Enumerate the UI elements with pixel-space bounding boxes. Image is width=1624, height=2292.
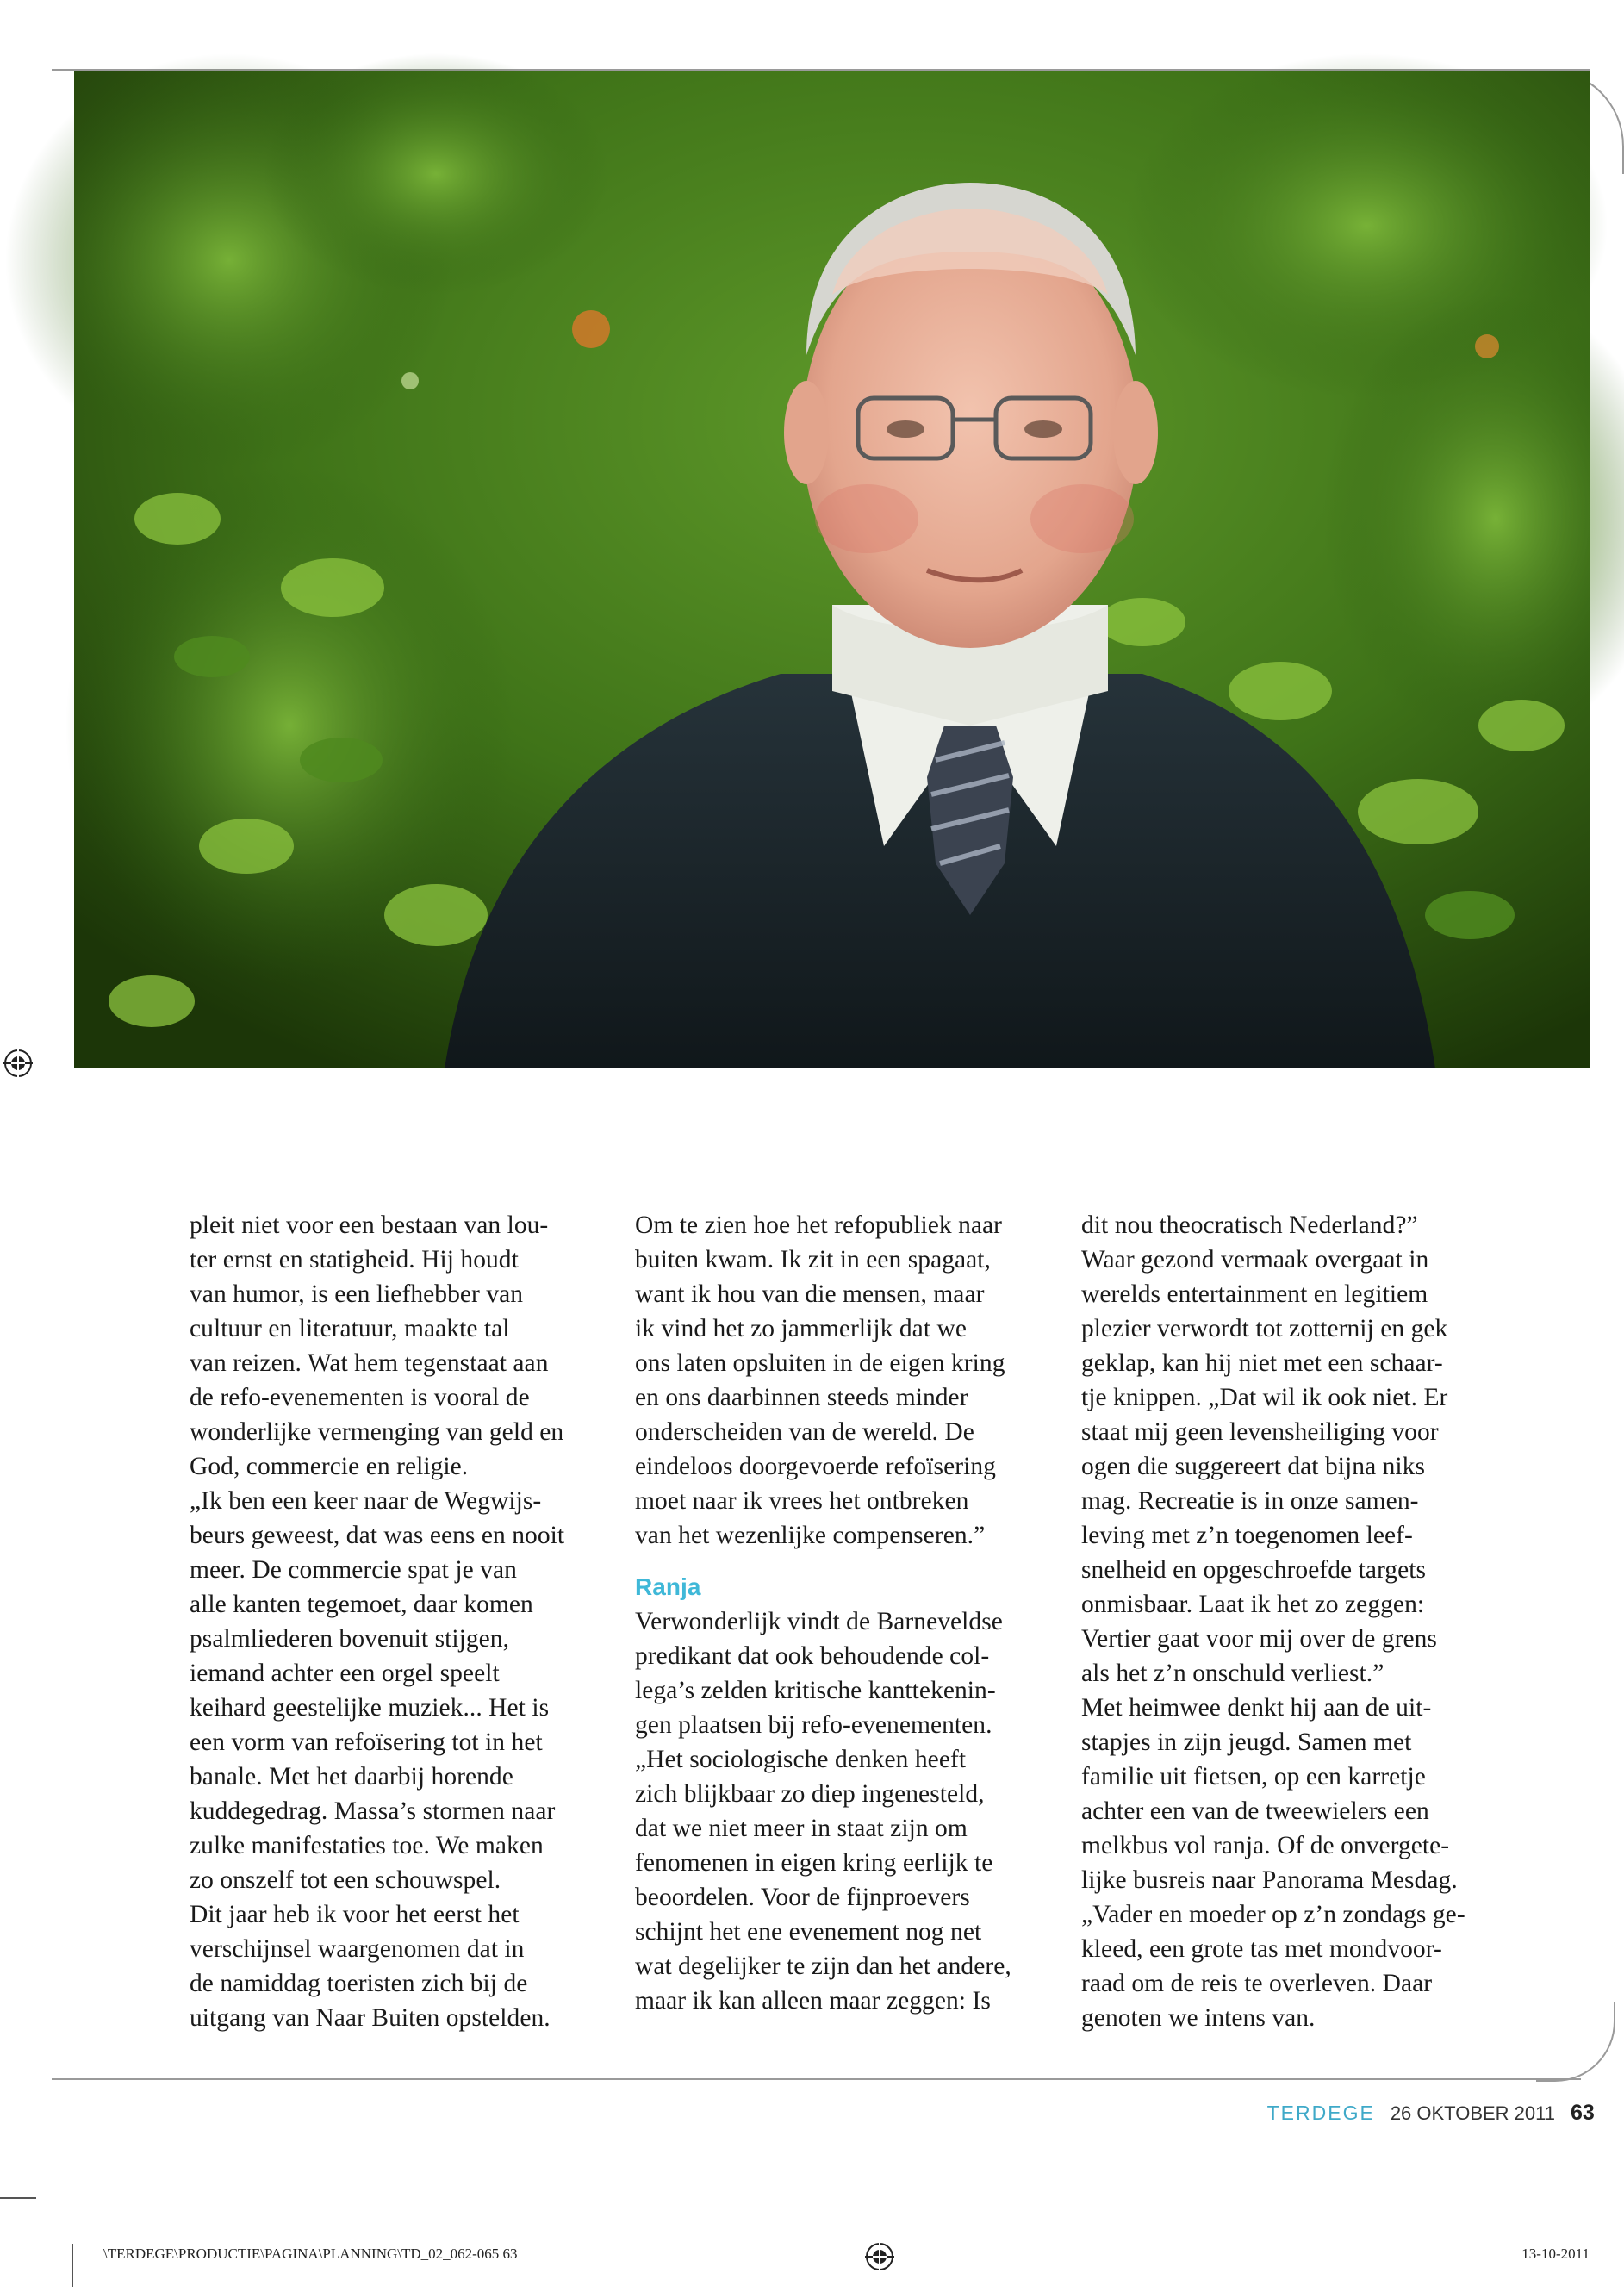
text-line: een vorm van refoïsering tot in het bbox=[190, 1728, 543, 1756]
text-line: Verwonderlijk vindt de Barneveldse bbox=[635, 1608, 1003, 1635]
text-line: snelheid en opgeschroefde targets bbox=[1081, 1556, 1427, 1584]
text-line: werelds entertainment en legitiem bbox=[1081, 1280, 1428, 1308]
text-line: buiten kwam. Ik zit in een spagaat, bbox=[635, 1246, 991, 1274]
text-line: Dit jaar heb ik voor het eerst het bbox=[190, 1901, 520, 1928]
text-line: wat degelijker te zijn dan het andere, bbox=[635, 1953, 1011, 1980]
text-line: God, commercie en religie. bbox=[190, 1453, 469, 1480]
text-line: lijke busreis naar Panorama Mesdag. bbox=[1081, 1866, 1458, 1894]
text-line: tje knippen. „Dat wil ik ook niet. Er bbox=[1081, 1384, 1448, 1411]
text-line: stapjes in zijn jeugd. Samen met bbox=[1081, 1728, 1412, 1756]
text-line: raad om de reis te overleven. Daar bbox=[1081, 1970, 1433, 1997]
text-line: psalmliederen bovenuit stijgen, bbox=[190, 1625, 510, 1653]
text-line: keihard geestelijke muziek... Het is bbox=[190, 1694, 550, 1722]
text-line: de namiddag toeristen zich bij de bbox=[190, 1970, 528, 1997]
portrait-photo-drawing bbox=[74, 71, 1590, 1068]
text-line: mag. Recreatie is in onze samen- bbox=[1081, 1487, 1419, 1515]
text-line: moet naar ik vrees het ontbreken bbox=[635, 1487, 969, 1515]
text-line: achter een van de tweewielers een bbox=[1081, 1797, 1429, 1825]
bottom-rule-corner bbox=[1536, 2002, 1615, 2082]
text-line: predikant dat ook behoudende col- bbox=[635, 1642, 990, 1670]
text-line: als het z’n onschuld verliest.” bbox=[1081, 1660, 1384, 1687]
bottom-rule-line bbox=[52, 2078, 1581, 2080]
text-line: wonderlijke vermenging van geld en bbox=[190, 1418, 564, 1446]
text-line: „Ik ben een keer naar de Wegwijs- bbox=[190, 1487, 542, 1515]
text-line: Vertier gaat voor mij over de grens bbox=[1081, 1625, 1437, 1653]
text-line: zo onszelf tot een schouwspel. bbox=[190, 1866, 501, 1894]
text-line: geklap, kan hij niet met een schaar- bbox=[1081, 1349, 1443, 1377]
text-line: van reizen. Wat hem tegenstaat aan bbox=[190, 1349, 549, 1377]
text-column-3 bbox=[1081, 1208, 1488, 2035]
text-line: zich blijkbaar zo diep ingenesteld, bbox=[635, 1780, 985, 1808]
paragraph-col3 bbox=[1081, 1208, 1488, 2035]
text-line: eindeloos doorgevoerde refoïsering bbox=[635, 1453, 996, 1480]
text-line: ogen die suggereert dat bijna niks bbox=[1081, 1453, 1426, 1480]
registration-mark-bottom-icon bbox=[865, 2242, 894, 2271]
text-line: ik vind het zo jammerlijk dat we bbox=[635, 1315, 967, 1342]
text-line: dit nou theocratisch Nederland?” bbox=[1081, 1211, 1418, 1239]
text-line: staat mij geen levensheiliging voor bbox=[1081, 1418, 1439, 1446]
page-footer bbox=[1266, 2101, 1595, 2126]
section-heading-ranja: Ranja bbox=[635, 1573, 701, 1600]
text-column-2 bbox=[635, 1208, 1042, 2018]
page-number: 63 bbox=[1571, 2101, 1595, 2125]
paragraph-col2-bottom bbox=[635, 1604, 1042, 2018]
text-line: „Het sociologische denken heeft bbox=[635, 1746, 967, 1773]
text-line: lega’s zelden kritische kanttekenin- bbox=[635, 1677, 996, 1704]
text-line: genoten we intens van. bbox=[1081, 2004, 1316, 2032]
text-line: iemand achter een orgel speelt bbox=[190, 1660, 500, 1687]
text-line: van humor, is een liefhebber van bbox=[190, 1280, 524, 1308]
text-line: schijnt het ene evenement nog net bbox=[635, 1918, 982, 1946]
text-line: want ik hou van die mensen, maar bbox=[635, 1280, 985, 1308]
production-slug-path: \TERDEGE\PRODUCTIE\PAGINA\PLANNING\TD_02_062-065 63 bbox=[103, 2245, 518, 2262]
text-line: kleed, een grote tas met mondvoor- bbox=[1081, 1935, 1442, 1963]
text-line: banale. Met het daarbij horende bbox=[190, 1763, 513, 1791]
text-line: beoordelen. Voor de fijnproevers bbox=[635, 1884, 970, 1911]
crop-mark-vertical bbox=[72, 2244, 73, 2287]
text-line: plezier verwordt tot zotternij en gek bbox=[1081, 1315, 1448, 1342]
text-line: leving met z’n toegenomen leef- bbox=[1081, 1522, 1413, 1549]
text-line: onmisbaar. Laat ik het zo zeggen: bbox=[1081, 1591, 1425, 1618]
text-line: Met heimwee denkt hij aan de uit- bbox=[1081, 1694, 1432, 1722]
text-line: onderscheiden van de wereld. De bbox=[635, 1418, 974, 1446]
paragraph-col2-top bbox=[635, 1208, 1042, 1553]
text-line: meer. De commercie spat je van bbox=[190, 1556, 517, 1584]
text-line: uitgang van Naar Buiten opstelden. bbox=[190, 2004, 551, 2032]
text-line: „Vader en moeder op z’n zondags ge- bbox=[1081, 1901, 1465, 1928]
text-line: Om te zien hoe het refopubliek naar bbox=[635, 1211, 1003, 1239]
text-line: Waar gezond vermaak overgaat in bbox=[1081, 1246, 1429, 1274]
text-line: fenomenen in eigen kring eerlijk te bbox=[635, 1849, 993, 1877]
magazine-name: TERDEGE bbox=[1266, 2102, 1375, 2124]
production-slug-date: 13-10-2011 bbox=[1521, 2245, 1590, 2262]
text-line: alle kanten tegemoet, daar komen bbox=[190, 1591, 533, 1618]
text-line: zulke manifestaties toe. We maken bbox=[190, 1832, 544, 1859]
text-line: verschijnsel waargenomen dat in bbox=[190, 1935, 525, 1963]
text-line: en ons daarbinnen steeds minder bbox=[635, 1384, 968, 1411]
registration-mark-icon bbox=[3, 1049, 33, 1078]
text-line: de refo-evenementen is vooral de bbox=[190, 1384, 530, 1411]
text-line: beurs geweest, dat was eens en nooit bbox=[190, 1522, 565, 1549]
text-column-1 bbox=[190, 1208, 596, 2035]
text-line: ons laten opsluiten in de eigen kring bbox=[635, 1349, 1005, 1377]
text-line: dat we niet meer in staat zijn om bbox=[635, 1815, 968, 1842]
text-line: van het wezenlijke compenseren.” bbox=[635, 1522, 986, 1549]
paragraph-col1 bbox=[190, 1208, 596, 2035]
text-line: maar ik kan alleen maar zeggen: Is bbox=[635, 1987, 991, 2015]
text-line: gen plaatsen bij refo-evenementen. bbox=[635, 1711, 992, 1739]
text-line: melkbus vol ranja. Of de onvergete- bbox=[1081, 1832, 1450, 1859]
text-line: familie uit fietsen, op een karretje bbox=[1081, 1763, 1426, 1791]
issue-date: 26 OKTOBER 2011 bbox=[1390, 2102, 1555, 2124]
portrait-photo bbox=[74, 71, 1590, 1068]
text-line: kuddegedrag. Massa’s stormen naar bbox=[190, 1797, 556, 1825]
text-line: ter ernst en statigheid. Hij houdt bbox=[190, 1246, 519, 1274]
text-line: pleit niet voor een bestaan van lou- bbox=[190, 1211, 549, 1239]
crop-mark-line bbox=[0, 2197, 36, 2199]
text-line: cultuur en literatuur, maakte tal bbox=[190, 1315, 510, 1342]
